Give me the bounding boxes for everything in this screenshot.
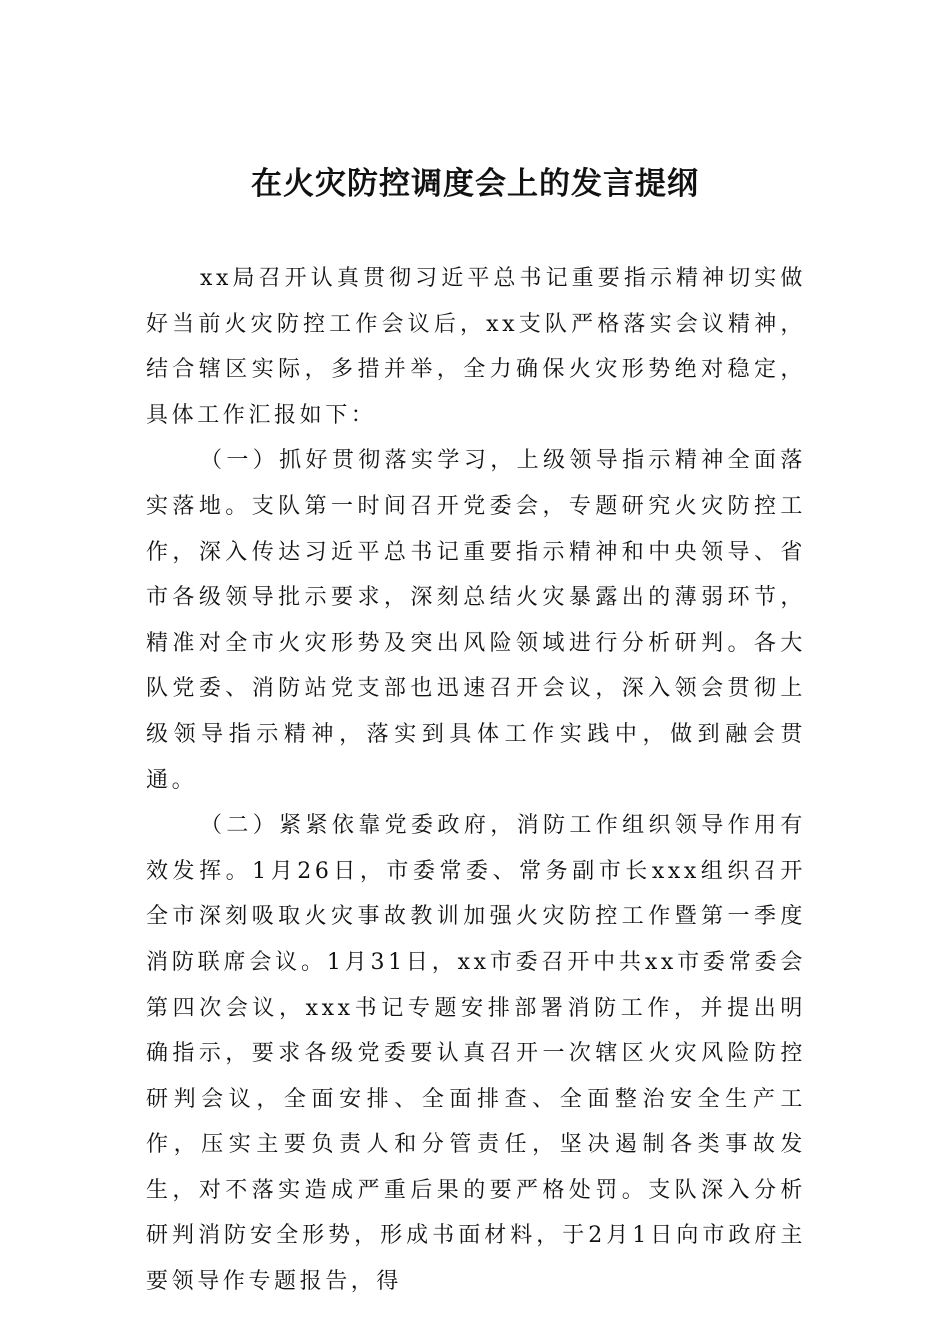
paragraph-section-2: （二）紧紧依靠党委政府，消防工作组织领导作用有效发挥。1月26日，市委常委、常务副市长xxx组织召开全市深刻吸取火灾事故教训加强火灾防控工作暨第一季度消防联席会议。1月31日，xx市委召开中共xx市委常委会第四次会议，xxx书记专题安排部署消防工作，并提出明确指示，要求各级党委要认真召开一次辖区火灾风险防控研判会议，全面安排、全面排查、全面整治安全生产工作，压实主要负责人和分管责任，坚决遏制各类事故发生，对不落实造成严重后果的要严格处罚。支队深入分析研判消防安全形势，形成书面材料，于2月1日向市政府主要领导作专题报告，得 (146, 813, 806, 1295)
paragraph-section-1: （一）抓好贯彻落实学习，上级领导指示精神全面落实落地。支队第一时间召开党委会，专题研究火灾防控工作，深入传达习近平总书记重要指示精神和中央领导、省市各级领导批示要求，深刻总结火灾暴露出的薄弱环节，精准对全市火灾形势及突出风险领域进行分析研判。各大队党委、消防站党支部也迅速召开会议，深入领会贯彻上级领导指示精神，落实到具体工作实践中，做到融会贯通。 (146, 448, 806, 793)
document-body (146, 256, 806, 1305)
paragraph-intro: xx局召开认真贯彻习近平总书记重要指示精神切实做好当前火灾防控工作会议后，xx支队严格落实会议精神，结合辖区实际，多措并举，全力确保火灾形势绝对稳定，具体工作汇报如下： (146, 266, 806, 428)
document-title: 在火灾防控调度会上的发言提纲 (251, 166, 699, 202)
